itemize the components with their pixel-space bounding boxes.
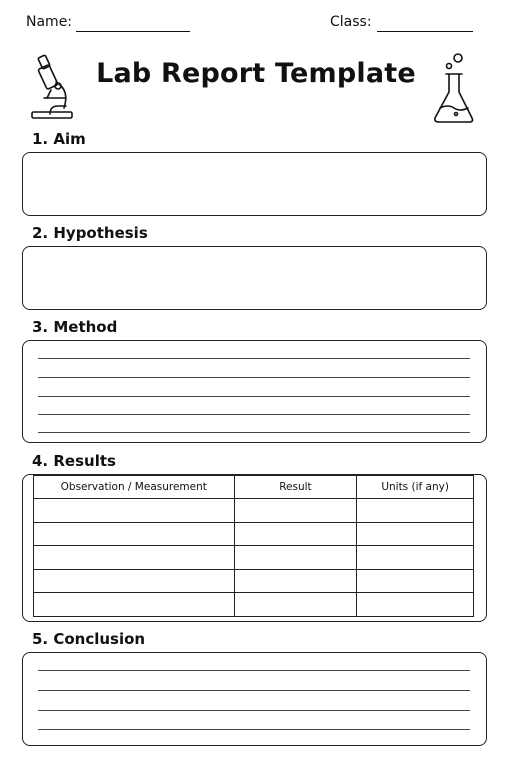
table-cell[interactable]: [234, 522, 357, 546]
table-cell[interactable]: [234, 593, 357, 617]
table-cell[interactable]: [357, 569, 474, 593]
table-cell[interactable]: [357, 499, 474, 523]
flask-icon: [430, 50, 478, 126]
table-cell[interactable]: [357, 593, 474, 617]
table-cell[interactable]: [357, 522, 474, 546]
table-cell[interactable]: [234, 569, 357, 593]
table-cell[interactable]: [34, 499, 235, 523]
table-cell[interactable]: [234, 546, 357, 570]
method-writing-line: [38, 432, 470, 433]
table-cell[interactable]: [357, 546, 474, 570]
method-writing-line: [38, 414, 470, 415]
conclusion-writing-line: [38, 729, 470, 730]
class-field-line[interactable]: [377, 31, 473, 32]
name-label: Name:: [26, 14, 73, 30]
table-row: [34, 593, 474, 617]
results-header-result: Result: [234, 476, 357, 499]
results-table: [33, 475, 474, 617]
table-cell[interactable]: [34, 569, 235, 593]
results-header-units: Units (if any): [357, 476, 474, 499]
section-results-heading: 4. Results: [32, 452, 116, 470]
section-method-heading: 3. Method: [32, 318, 118, 336]
table-row: [34, 546, 474, 570]
table-cell[interactable]: [34, 546, 235, 570]
page-title: Lab Report Template: [96, 58, 416, 89]
table-cell[interactable]: [34, 522, 235, 546]
conclusion-input-box[interactable]: [22, 652, 487, 746]
conclusion-writing-line: [38, 710, 470, 711]
table-row: [34, 522, 474, 546]
table-row: [34, 499, 474, 523]
name-field-line[interactable]: [76, 31, 190, 32]
results-header-observation: Observation / Measurement: [34, 476, 235, 499]
section-hypothesis-heading: 2. Hypothesis: [32, 224, 148, 242]
method-writing-line: [38, 377, 470, 378]
section-conclusion-heading: 5. Conclusion: [32, 630, 146, 648]
conclusion-writing-line: [38, 670, 470, 671]
aim-input-box[interactable]: [22, 152, 487, 216]
method-writing-line: [38, 358, 470, 359]
results-table-header-row: [34, 476, 474, 499]
method-input-box[interactable]: [22, 340, 487, 443]
hypothesis-input-box[interactable]: [22, 246, 487, 310]
table-cell[interactable]: [234, 499, 357, 523]
class-label: Class:: [330, 14, 372, 30]
table-cell[interactable]: [34, 593, 235, 617]
conclusion-writing-line: [38, 690, 470, 691]
section-aim-heading: 1. Aim: [32, 130, 86, 148]
method-writing-line: [38, 396, 470, 397]
table-row: [34, 569, 474, 593]
